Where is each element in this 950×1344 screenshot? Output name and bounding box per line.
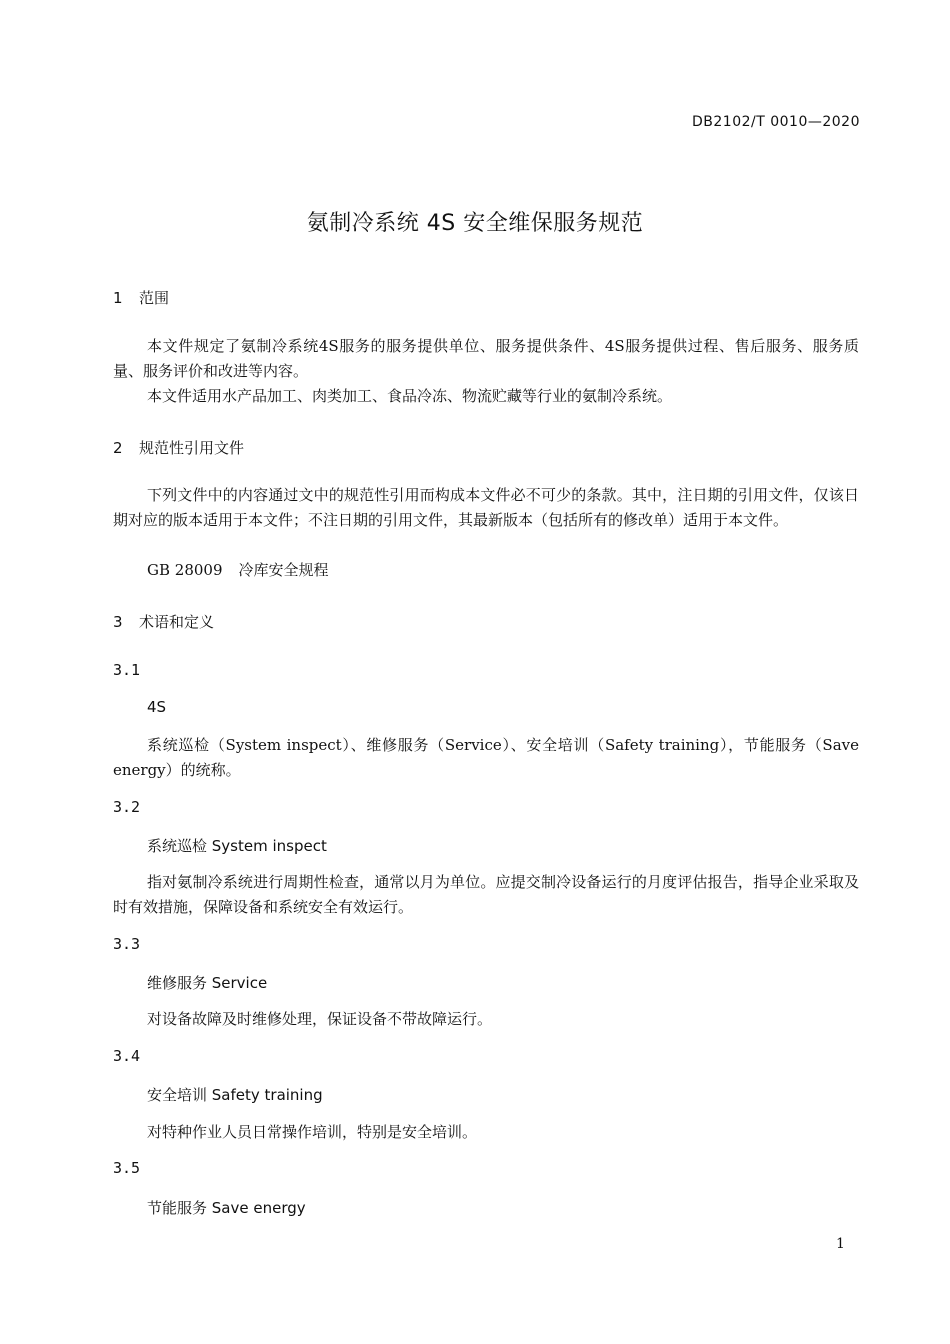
term-name: 安全培训 Safety training — [147, 1086, 323, 1104]
term-definition: 指对氨制冷系统进行周期性检查，通常以月为单位。应提交制冷设备运行的月度评估报告，指导企业采取及时有效措施，保障设备和系统安全有效运行。 — [113, 873, 859, 916]
reference-code: GB 28009 — [147, 561, 223, 579]
section-title: 范围 — [139, 289, 170, 307]
reference-item — [147, 558, 329, 583]
section-heading-terms — [113, 611, 214, 632]
term-number: 3.2 — [113, 798, 141, 816]
section-heading-normative-references — [113, 437, 244, 458]
scope-paragraph-1: 本文件规定了氨制冷系统4S服务的服务提供单位、服务提供条件、4S服务提供过程、售后服务、服务质量、服务评价和改进等内容。 — [113, 337, 859, 380]
section-number: 2 — [113, 439, 123, 457]
term-number: 3.4 — [113, 1047, 141, 1065]
term-definition: 对特种作业人员日常操作培训，特别是安全培训。 — [147, 1123, 478, 1141]
term-name: 维修服务 Service — [147, 974, 268, 992]
term-name: 系统巡检 System inspect — [147, 837, 327, 855]
term-number: 3.3 — [113, 935, 141, 953]
section-number: 3 — [113, 613, 123, 631]
term-name: 节能服务 Save energy — [147, 1199, 306, 1217]
term-number: 3.5 — [113, 1159, 141, 1177]
reference-title: 冷库安全规程 — [238, 561, 329, 579]
section-title: 术语和定义 — [139, 613, 215, 631]
page-number: 1 — [836, 1236, 845, 1252]
term-definition: 系统巡检（System inspect）、维修服务（Service）、安全培训（Safety training），节能服务（Save energy）的统称。 — [113, 736, 859, 779]
section-heading-scope — [113, 287, 169, 308]
section-title: 规范性引用文件 — [139, 439, 245, 457]
references-paragraph: 下列文件中的内容通过文中的规范性引用而构成本文件必不可少的条款。其中，注日期的引用文件，仅该日期对应的版本适用于本文件；不注日期的引用文件，其最新版本（包括所有的修改单）适用于本文件。 — [113, 486, 859, 529]
document-title: 氨制冷系统 4S 安全维保服务规范 — [306, 211, 644, 236]
term-definition: 对设备故障及时维修处理，保证设备不带故障运行。 — [147, 1010, 493, 1028]
scope-paragraph-2: 本文件适用水产品加工、肉类加工、食品冷冻、物流贮藏等行业的氨制冷系统。 — [147, 387, 673, 405]
term-number: 3.1 — [113, 661, 141, 679]
standard-number: DB2102/T 0010—2020 — [692, 114, 860, 130]
section-number: 1 — [113, 289, 123, 307]
term-name: 4S — [147, 698, 167, 716]
